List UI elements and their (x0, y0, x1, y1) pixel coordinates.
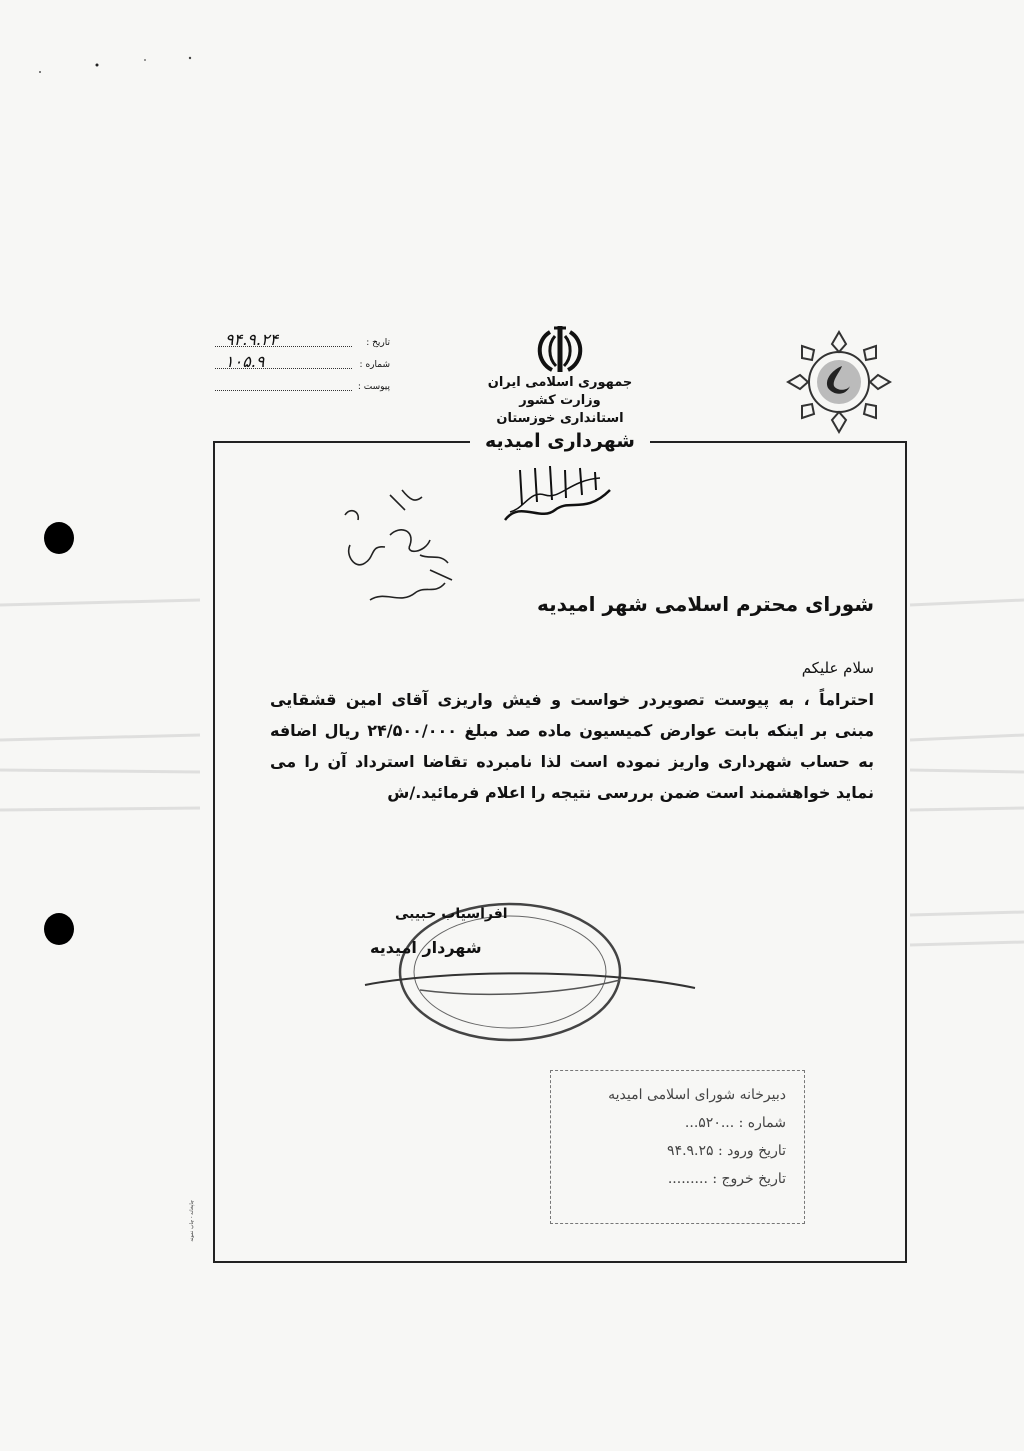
date-value: ۹۴.۹.۲۴ (225, 330, 279, 349)
stamp-number: شماره : ...۵۲۰... (684, 1115, 786, 1131)
attachment-label: پیوست : (357, 382, 390, 392)
municipality-name: شهرداری امیدیه (470, 430, 650, 452)
number-value: ۱۰۵.۹ (225, 352, 265, 371)
letter-meta (215, 330, 390, 396)
council-registration-stamp (550, 1070, 805, 1224)
official-seal-stamp (360, 900, 700, 1050)
gov-line-1: جمهوری اسلامی ایران (487, 375, 633, 390)
bismillah-calligraphy-icon (500, 460, 615, 528)
signatory-name: افراسیاب حبیبی (395, 906, 508, 922)
gov-line-3: استانداری خوزستان (496, 411, 624, 426)
date-label: تاریخ : (366, 338, 390, 348)
punch-hole-bottom (44, 913, 74, 945)
letter-body: احتراماً ، به پیوست تصویردر خواست و فیش واریزی آقای امین قشقایی مبنی بر اینکه بابت عوارض کمیسیون ماده صد مبلغ ۲۴/۵۰۰/۰۰۰ ریال اضافه به حساب شهرداری واریز نموده است لذا نامبرده تقاضا استرداد آن را می نماید خواهشمند است ضمن بررسی نتیجه را اعلام فرمائید./ش (270, 690, 874, 802)
iran-emblem-icon (528, 322, 592, 378)
date-row (215, 330, 390, 352)
handwritten-referral-note (330, 475, 480, 625)
printer-imprint: چاپخانه - چاپ نمونه (189, 1200, 195, 1242)
stamp-office: دبیرخانه شورای اسلامی امیدیه (608, 1087, 786, 1103)
gov-line-2: وزارت کشور (519, 393, 601, 408)
number-row (215, 352, 390, 374)
stamp-entry-date: تاریخ ورود : ۹۴.۹.۲۵ (667, 1143, 786, 1159)
government-header (470, 374, 650, 428)
punch-hole-top (44, 522, 74, 554)
letter-addressee: شورای محترم اسلامی شهر امیدیه (536, 592, 874, 616)
number-label: شماره : (359, 360, 390, 370)
signatory-title: شهردار امیدیه (370, 938, 482, 957)
stamp-exit-date: تاریخ خروج : ......... (667, 1171, 786, 1187)
scan-specks (30, 50, 230, 80)
municipality-logo-icon (782, 326, 896, 436)
attachment-row (215, 374, 390, 396)
letter-greeting: سلام علیکم (801, 659, 874, 677)
